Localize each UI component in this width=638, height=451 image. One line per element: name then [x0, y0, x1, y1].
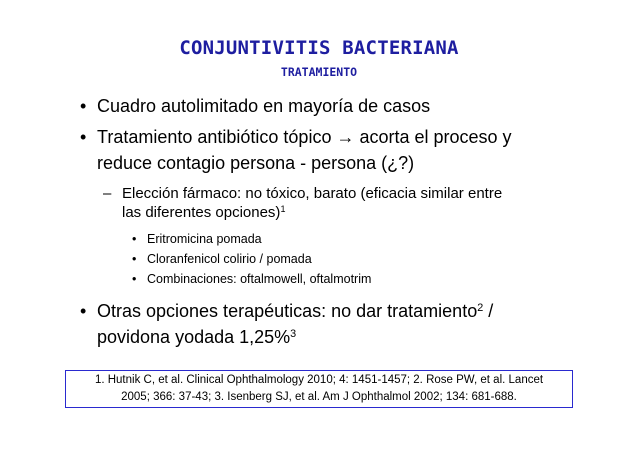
sub-sub-bullet-marker: • — [132, 272, 137, 286]
option-erythromycin: Eritromicina pomada — [147, 232, 262, 246]
bullet-marker: • — [80, 301, 87, 321]
sub-sub-bullet-marker: • — [132, 232, 137, 246]
bullet-item-other-options-line2: povidona yodada 1,25%$^3$ — [97, 327, 297, 347]
sub-bullet-marker: – — [103, 185, 112, 202]
references-box — [65, 370, 573, 408]
reference-line-2: 2005; 366: 37-43; 3. Isenberg SJ, et al. Am J Ophthalmol 2002; 134: 681-688. — [121, 391, 517, 403]
reference-line-1: 1. Hutnik C, et al. Clinical Ophthalmology 2010; 4: 1451-1457; 2. Rose PW, et al. Lancet — [94, 374, 544, 386]
option-chloramphenicol: Cloranfenicol colirio / pomada — [147, 252, 312, 266]
sub-item-drug-choice-line1: Elección fármaco: no tóxico, barato (eficacia similar entre — [122, 185, 503, 202]
bullet-marker: • — [80, 96, 87, 116]
bullet-item-other-options-line1: Otras opciones terapéuticas: no dar tratamiento$^2$ / — [97, 301, 494, 321]
sub-item-drug-choice-line2: las diferentes opciones)$^1$ — [122, 204, 286, 221]
bullet-marker: • — [80, 127, 87, 147]
sub-sub-bullet-marker: • — [132, 252, 137, 266]
slide-subtitle: TRATAMIENTO — [280, 65, 358, 79]
option-combinations: Combinaciones: oftalmowell, oftalmotrim — [147, 272, 372, 286]
footnote-marker: 3 — [290, 328, 297, 341]
bullet-item-antibiotic-line2: reduce contagio persona - persona (¿?) — [97, 153, 415, 173]
footnote-marker: 1 — [280, 204, 286, 215]
bullet-item-self-limited: Cuadro autolimitado en mayoría de casos — [97, 96, 431, 116]
slide-title: CONJUNTIVITIS BACTERIANA — [179, 37, 459, 59]
footnote-marker: 2 — [477, 302, 484, 315]
bullet-item-antibiotic-line1: Tratamiento antibiótico tópico → acorta el proceso y — [97, 127, 512, 147]
